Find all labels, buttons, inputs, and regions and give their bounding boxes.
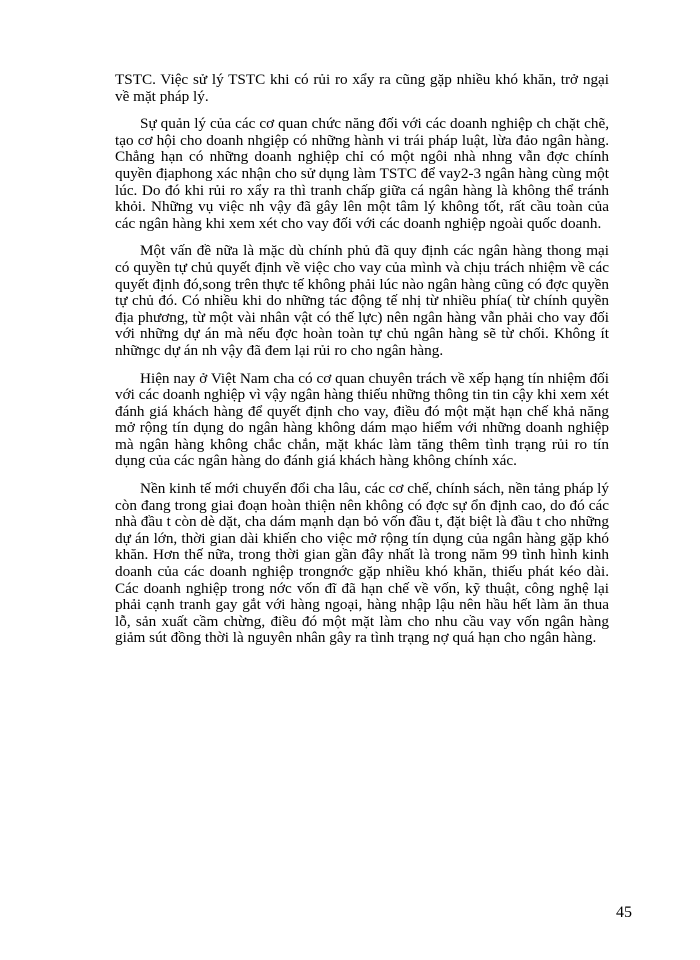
paragraph-economy: Nền kinh tế mới chuyển đổi cha lâu, các cơ chế, chính sách, nền tảng pháp lý còn đang trong giai đoạn hoàn thiện nên không có đợc sự ổn định cao, do đó các nhà đầu t còn dè dặt, cha dám mạnh dạn bỏ vốn đầu t, đặt biệt là đầu t cho những dự án lớn, thời gian dài khiến cho việc mở rộng tín dụng của ngân hàng gặp khó khăn. Hơn thế nữa, trong thời gian gần đây nhất là trong năm 99 tình hình kinh doanh của các doanh nghiệp trongnớc gặp nhiều khó khăn, thiếu phát kéo dài. Các doanh nghiệp trong nớc vốn đĩ đã hạn chế về vốn, kỹ thuật, công nghệ lại phải cạnh tranh gay gắt với hàng ngoại, hàng nhập lậu nên hầu hết làm ăn thua lỗ, sản xuất cầm chừng, điều đó một mặt làm cho nhu cầu vay vốn ngân hàng giảm sút đồng thời là nguyên nhân gây ra tình trạng nợ quá hạn cho ngân hàng. [115, 480, 609, 647]
paragraph-continuation: TSTC. Việc sử lý TSTC khi có rủi ro xẩy ra cũng gặp nhiều khó khăn, trở ngại về mặt pháp lý. [115, 71, 609, 105]
body-text [115, 72, 609, 658]
page-number: 45 [616, 904, 632, 921]
paragraph-management: Sự quản lý của các cơ quan chức năng đối với các doanh nghiệp ch chặt chẽ, tạo cơ hội cho doanh nhgiệp có những hành vi trái pháp luật, lừa đảo ngân hàng. Chẳng hạn có những doanh nghiệp chỉ có một ngôi nhà nhng vẫn đợc chính quyền địaphong xác nhận cho sử dụng làm TSTC để vay2-3 ngân hàng cùng một lúc. Do đó khi rủi ro xẩy ra thì tranh chấp giữa cá ngân hàng là không thể tránh khỏi. Những vụ việc nh vậy đã gây lên một tâm lý không tốt, rất cầu toàn của các ngân hàng khi xem xét cho vay đối với các doanh nghiệp ngoài quốc doanh. [115, 115, 609, 232]
paragraph-autonomy: Một vấn đề nữa là mặc dù chính phủ đã quy định các ngân hàng thong mại có quyền tự chủ quyết định về việc cho vay của mình và chịu trách nhiệm về các quyết định đó,song trên thực tế không phải lúc nào ngân hàng cũng có đợc quyền tự chủ đó. Có nhiều khi do những tác động tế nhị từ nhiều phía( từ chính quyền địa phương, từ một vài nhân vật có thế lực) nên ngân hàng vẫn phải cho vay đối với những dự án mà nếu đợc hoàn toàn tự chủ ngân hàng sẽ từ chối. Không ít nhữngc dự án nh vậy đã đem lại rủi ro cho ngân hàng. [115, 242, 609, 359]
paragraph-credit-rating: Hiện nay ở Việt Nam cha có cơ quan chuyên trách về xếp hạng tín nhiệm đối với các doanh nghiệp vì vậy ngân hàng thiếu những thông tin tin cậy khi xem xét đánh giá khách hàng để quyết định cho vay, điều đó một mặt hạn chế khả năng mở rộng tín dụng do ngân hàng không dám mạo hiểm với những doanh nghiệp mà ngân hàng không chắc chắn, mặt khác làm tăng thêm tình trạng rủi ro tín dụng của các ngân hàng do đánh giá khách hàng không chính xác. [115, 369, 609, 470]
